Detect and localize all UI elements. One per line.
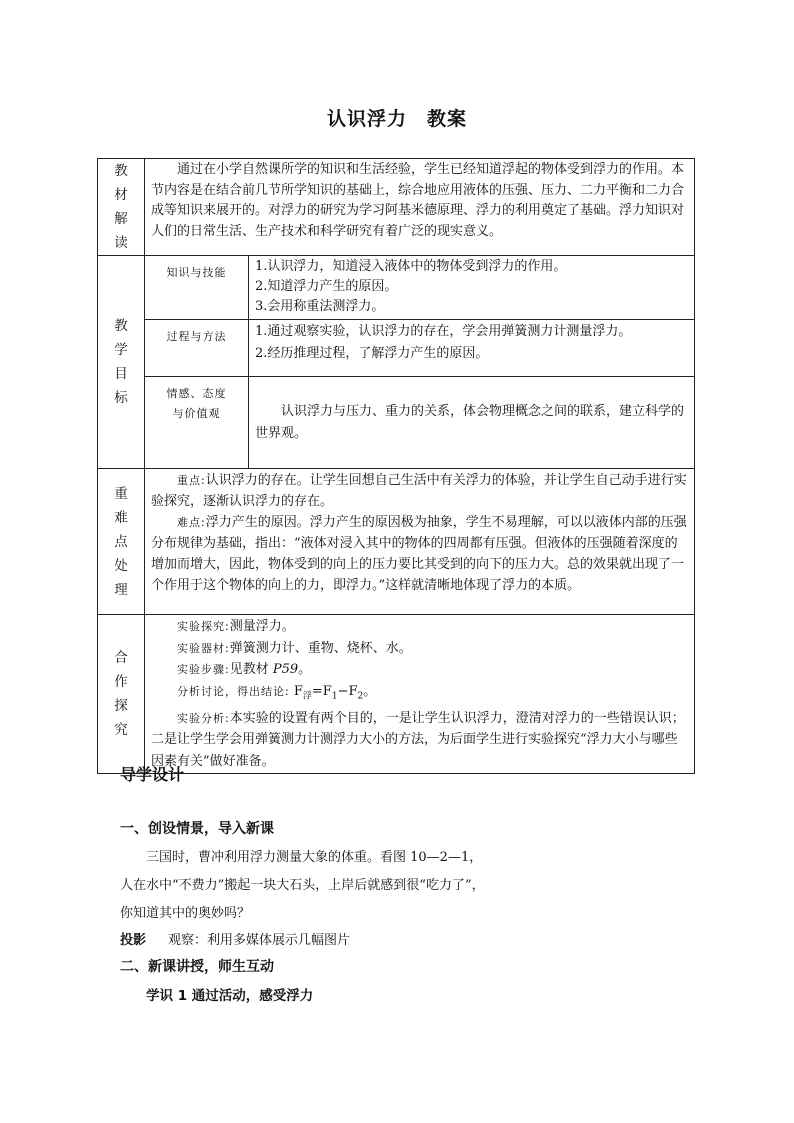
- key-point-label: 重点:: [177, 474, 206, 487]
- intro-paragraph-2: 人在水中“不费力”搬起一块大石头，上岸后就感到很“吃力了”，: [120, 878, 485, 893]
- sub-knowledge-skills: 知识与技能: [145, 256, 249, 320]
- title-main: 认识浮力: [326, 108, 407, 130]
- page-title: [0, 104, 794, 131]
- key-difficult-text: 重点:认识浮力的存在。让学生回想自己生活中有关浮力的体验，并让学生自己动手进行实验探究，逐渐认识浮力的存在。 难点:浮力产生的原因。浮力产生的原因极为抽象，学生不易理解，可以以液体内部的压强分布规律为基础，指出：“液体对浸入其中的物体的四周都有压强。但液体的压强随着深度的增加而增大，因此，物体受到的向上的压力要比其受到的向下的压力大。总的效果就出现了一个作用于这个物体的向上的力，即浮力。”这样就清晰地体现了浮力的本质。: [145, 469, 695, 615]
- row-cooperative-exploration: [98, 615, 695, 774]
- process-method-list: 1.通过观察实验，认识浮力的存在，学会用弹簧测力计测量浮力。 2.经历推理过程，了解浮力产生的原因。: [249, 320, 695, 377]
- label-cooperative: 合 作 探 究: [98, 615, 145, 774]
- row-goal-knowledge: [98, 256, 695, 320]
- heading-intro: 一、创设情景，导入新课: [120, 821, 274, 837]
- section-heading-guided-design: 导学设计: [120, 765, 185, 784]
- intro-paragraph-1: 三国时，曹冲利用浮力测量大象的体重。看图 10—2—1，: [146, 850, 483, 865]
- textbook-analysis-text: 通过在小学自然课所学的知识和生活经验，学生已经知道浮起的物体受到浮力的作用。本节内容是在结合前几节所学知识的基础上，综合地应用液体的压强、压力、二力平衡和二力合成等知识来展开的。对浮力的研究为学习阿基米德原理、浮力的利用奠定了基础。浮力知识对人们的日常生活、生产技术和科学研究有着广泛的现实意义。: [145, 159, 695, 256]
- difficult-point-label: 难点:: [177, 516, 206, 529]
- sub-process-method: 过程与方法: [145, 320, 249, 377]
- projection-label: 投影: [120, 933, 147, 948]
- knowledge-skills-list: 1.认识浮力，知道浸入液体中的物体受到浮力的作用。 2.知道浮力产生的原因。 3.会用称重法测浮力。: [249, 256, 695, 320]
- projection-line: [120, 929, 350, 948]
- lesson-plan-table: [97, 158, 695, 774]
- attitude-values-text: 认识浮力与压力、重力的关系，体会物理概念之间的联系，建立科学的世界观。: [249, 377, 695, 469]
- cooperative-text: 实验探究:测量浮力。 实验器材:弹簧测力计、重物、烧杯、水。 实验步骤:见教材 P59。 分析讨论，得出结论: $F_浮=F_1-F_2$。 实验分析:本实验的设置有两个目的，一是让学生认识浮力，澄清对浮力的一些错误认识；二是让学生学会用弹簧测力计测浮力大小的方法，为后面学生进行实验探究“浮力大小与哪些因素有关”做好准备。: [145, 615, 695, 774]
- heading-learning-1: 学识 1 通过活动，感受浮力: [146, 988, 314, 1004]
- projection-text: 观察：利用多媒体展示几幅图片: [168, 933, 351, 948]
- row-goal-process: [98, 320, 695, 377]
- label-textbook-analysis: 教 材 解 读: [98, 159, 145, 256]
- intro-paragraph-3: 你知道其中的奥妙吗？: [120, 906, 251, 921]
- heading-new-lesson: 二、新课讲授，师生互动: [120, 959, 274, 975]
- row-key-difficult-points: [98, 469, 695, 615]
- label-key-difficult: 重 难 点 处 理: [98, 469, 145, 615]
- row-goal-attitude: [98, 377, 695, 469]
- title-suffix: 教案: [427, 108, 468, 130]
- sub-attitude-values: 情感、态度 与价值观: [145, 377, 249, 469]
- row-textbook-analysis: [98, 159, 695, 256]
- label-teaching-goals: 教 学 目 标: [98, 256, 145, 469]
